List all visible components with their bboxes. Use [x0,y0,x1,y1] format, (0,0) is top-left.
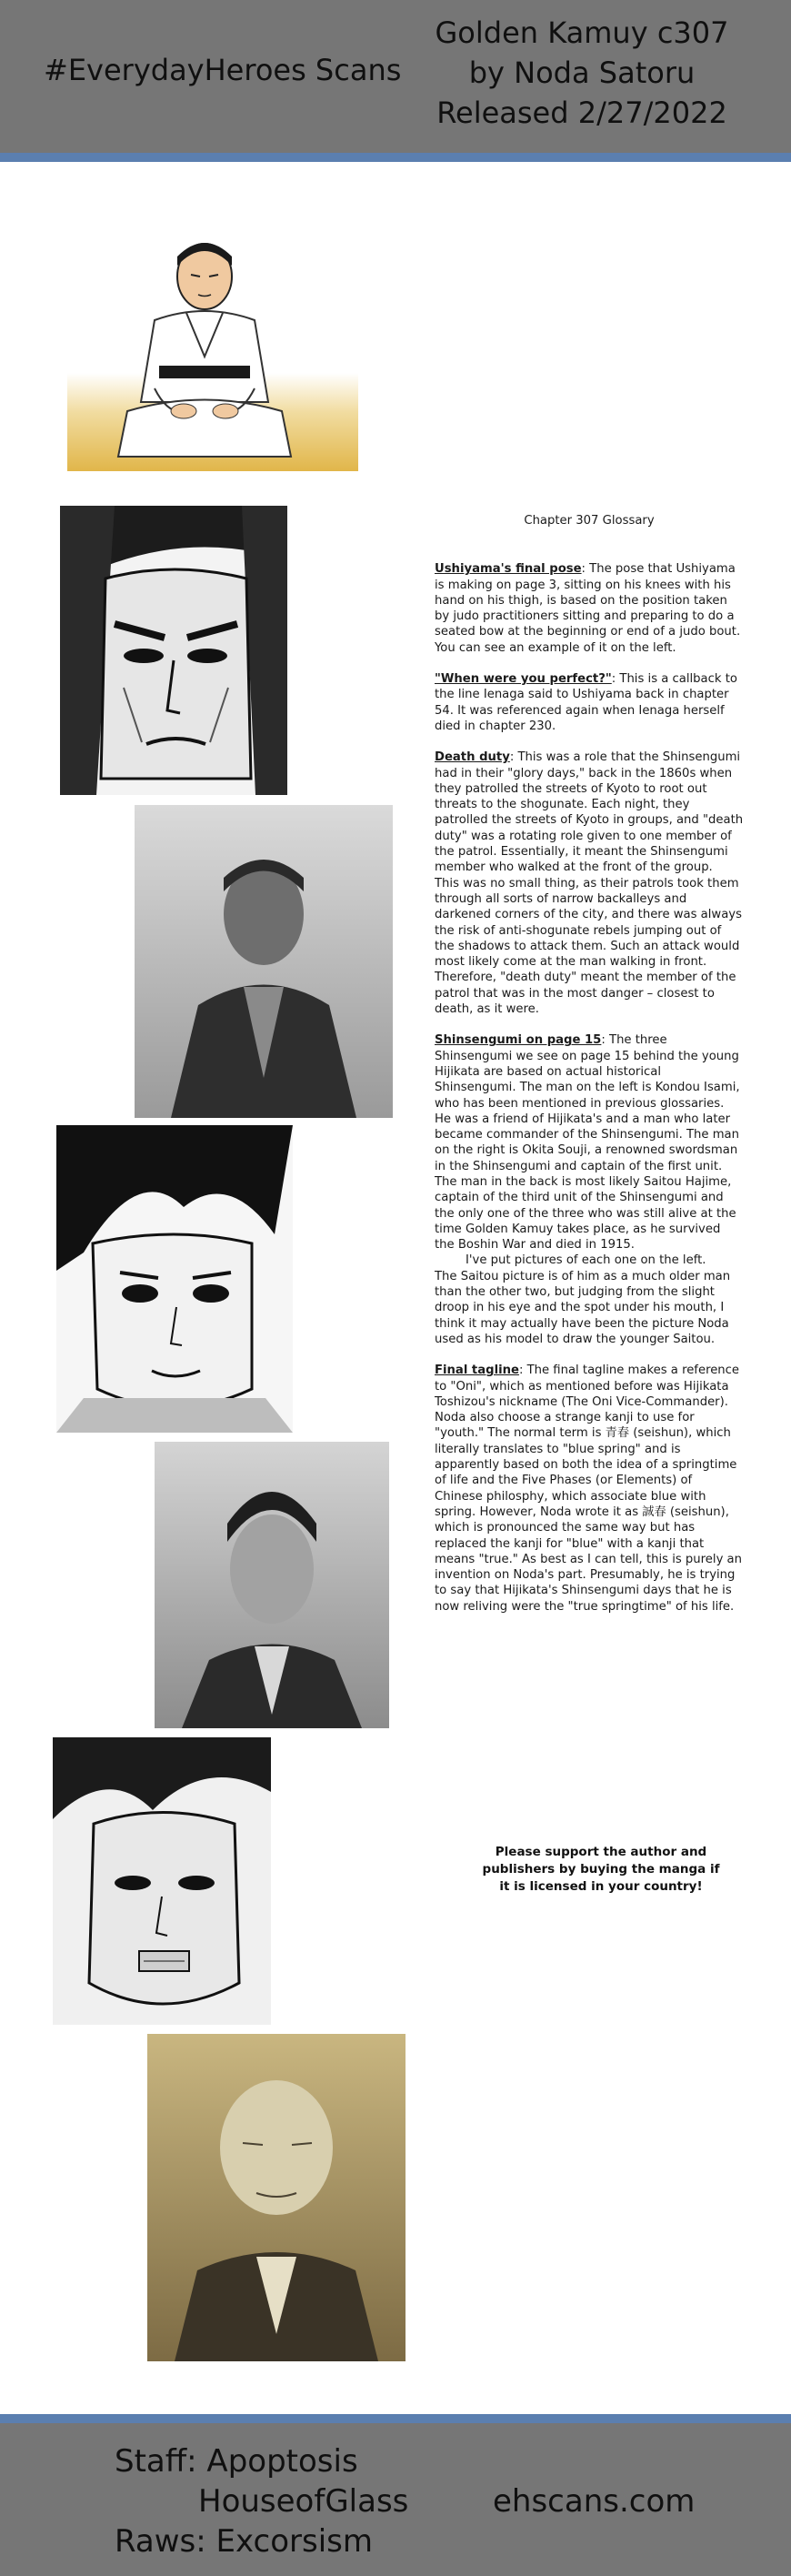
header-banner [0,0,791,153]
series-chapter-title: Golden Kamuy c307 [435,15,729,50]
glossary-entry-death-duty [435,750,744,1017]
saitou-manga-panel [53,1737,271,2025]
glossary-entry-text: : This was a role that the Shinsengumi had in their "glory days," back in the 1860s when they patrolled the streets of Kyoto to root out threats to the shogunate. Each night, they patrolled the streets of Kyoto in groups, and "death duty" was a rotating role given to one member of the patrol. Essentially, it meant the Shinsengumi member who walked at the front of the group. [435,750,744,875]
glossary-entry-heading: Death duty [435,750,510,765]
header-divider-stripe [0,153,791,162]
support-line: Please support the author and [495,1845,707,1859]
support-line: it is licensed in your country! [499,1879,703,1894]
raws-credit: Raws: Excorsism [115,2523,373,2560]
glossary-entry-shinsengumi [435,1032,744,1347]
staff-credit-second: HouseofGlass [198,2483,409,2520]
historical-photo-okita [155,1442,389,1728]
footer-divider-stripe [0,2414,791,2423]
glossary-entry-heading: Ushiyama's final pose [435,562,582,577]
glossary-entry-final-tagline [435,1363,744,1615]
glossary-title: Chapter 307 Glossary [524,514,655,528]
glossary-entry-text: I've put pictures of each one on the left. [466,1253,706,1268]
author-credit: by Noda Satoru [468,55,696,90]
historical-photo-saitou [147,2034,406,2361]
website-url: ehscans.com [493,2483,696,2520]
historical-photo-kondou [135,805,393,1118]
chapter-glossary [435,509,744,1630]
shinsengumi-manga-panel [56,1125,293,1433]
judo-kneeling-illustration [100,229,309,470]
glossary-entry-text: : The pose that Ushiyama is making on page 3, sitting on his knees with his hand on his thigh, is based on the position taken by judo practitioners sitting and preparing to do a seated bow at the beginning or end of a judo bout. You can see an example of it on the left. [435,562,741,655]
glossary-entry-text: This was no small thing, as their patrols took them through all sorts of narrow backalleys and darkened corners of the city, and there was always the risk of anti-shogunate rebels jumping out of the shadows to attack them. Such an attack would most likely come at the man walking in front. Therefore, "death duty" meant the member of the patrol that was in the most danger – closest to death, as it were. [435,876,742,1017]
release-date: Released 2/27/2022 [436,96,727,130]
scanlation-group-name: #EverydayHeroes Scans [44,53,402,87]
glossary-entry-heading: Shinsengumi on page 15 [435,1033,602,1048]
support-line: publishers by buying the manga if [482,1862,720,1877]
support-author-notice [460,1844,742,1896]
staff-credit: Staff: Apoptosis [115,2443,358,2480]
glossary-entry-heading: Final tagline [435,1363,519,1378]
footer-banner [0,2423,791,2576]
glossary-entry-heading: "When were you perfect?" [435,672,612,687]
glossary-entry-perfect [435,671,744,734]
glossary-entry-final-pose [435,561,744,656]
glossary-entry-text: The Saitou picture is of him as a much older man than the other two, but judging from the slight droop in his eye and the spot under his mouth, I think it may actually have been the picture Noda used as his model to draw the younger Saitou. [435,1269,731,1346]
release-info [400,13,764,133]
glossary-entry-text: : The three Shinsengumi we see on page 15 behind the young Hijikata are based on actual historical Shinsengumi. The man on the left is Kondou Isami, who has been mentioned in previous glossaries. He was a friend of Hijikata's and a man who later became commander of the Shinsengumi. The man on the right is Okita Souji, a renowned swordsman in the Shinsengumi and captain of the first unit. The man in the back is most likely Saitou Hajime, captain of the third unit of the Shinsengumi and the only one of the three who was still alive at the time Golden Kamuy takes place, as he survived the Boshin War and died in 1915. [435,1033,740,1253]
glossary-entry-text: : This is a callback to the line Ienaga said to Ushiyama back in chapter 54. It was referenced again when Ienaga herself died in chapter 230. [435,672,737,733]
glossary-entry-text: : The final tagline makes a reference to "Oni", which as mentioned before was Hijikata Toshizou's nickname (The Oni Vice-Commander). Noda also choose a strange kanji to use for "youth." The normal term is 青春 (seishun), which literally translates to "blue spring" and is apparently based on both the idea of a springtime of life and the Five Phases (or Elements) of Chinese philosphy, which associate blue with spring. However, Noda wrote it as 誠春 (seishun), which is pronounced the same way but has replaced the kanji for "blue" with a kanji that means "true." As best as I can tell, this is purely an invention on Noda's part. Presumably, he is trying to say that Hijikata's Shinsengumi days that he is now reliving were the "true springtime" of his life. [435,1363,743,1614]
ushiyama-manga-panel [60,506,287,795]
